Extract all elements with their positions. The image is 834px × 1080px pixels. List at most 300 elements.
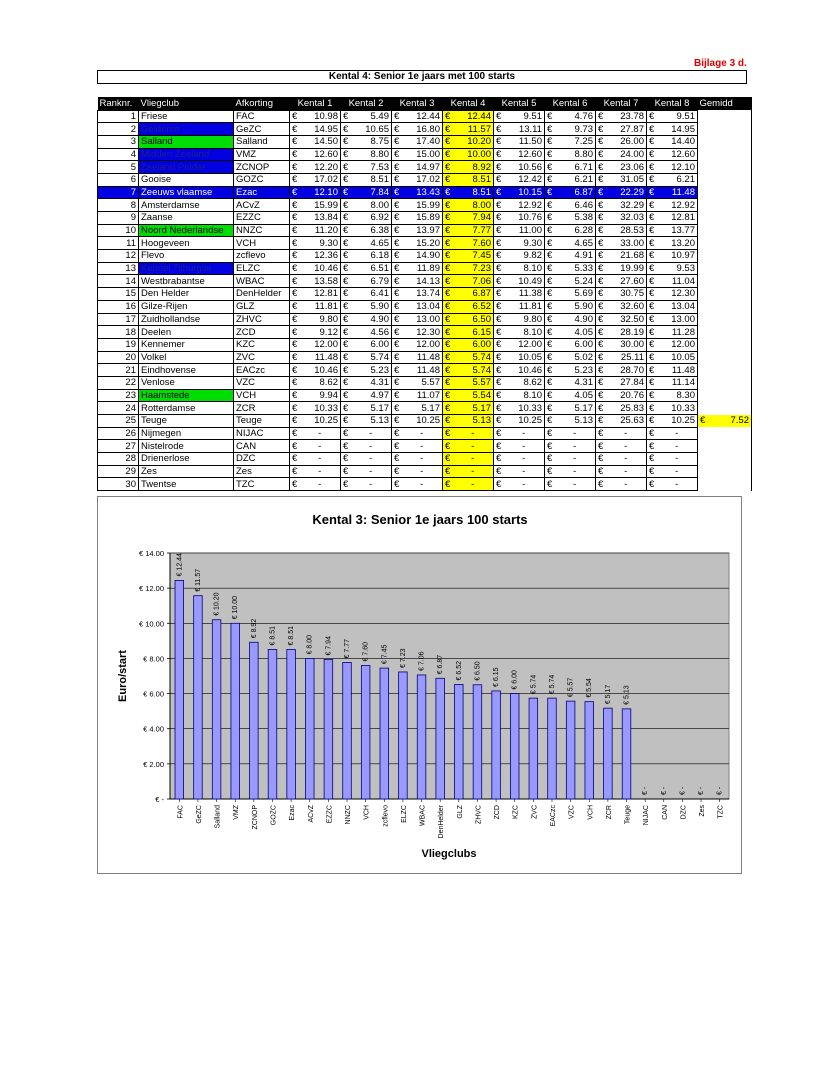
currency-cell: €	[545, 288, 555, 301]
kental-1-cell: 10.33	[300, 402, 341, 415]
currency-cell: €	[392, 110, 402, 123]
currency-cell: €	[545, 326, 555, 339]
kental-5-cell: 9.30	[504, 237, 545, 250]
chart-title: Kental 3: Senior 1e jaars 100 starts	[312, 512, 528, 527]
average-cell	[698, 313, 752, 326]
currency-cell: €	[392, 161, 402, 174]
currency-cell: €	[392, 465, 402, 478]
club-cell: Kennemer	[139, 338, 234, 351]
bar	[399, 672, 408, 799]
currency-cell: €	[596, 415, 606, 428]
currency-cell: €	[596, 402, 606, 415]
average-cell	[698, 376, 752, 389]
kental-6-cell: 5.33	[555, 262, 596, 275]
table-row	[98, 376, 752, 389]
club-cell: Gooise	[139, 173, 234, 186]
currency-cell: €	[290, 262, 300, 275]
table-row	[98, 275, 752, 288]
kental-4-cell: 5.17	[453, 402, 494, 415]
currency-cell: €	[647, 415, 657, 428]
kental-3-cell: 15.89	[402, 212, 443, 225]
table-row	[98, 326, 752, 339]
currency-cell: €	[545, 351, 555, 364]
abbr-cell: NIJAC	[234, 427, 290, 440]
currency-cell: €	[596, 110, 606, 123]
x-tick-label: EACzc	[549, 805, 557, 827]
abbr-cell: DZC	[234, 453, 290, 466]
club-cell: Haamstede	[139, 389, 234, 402]
currency-cell: €	[647, 135, 657, 148]
abbr-cell: CAN	[234, 440, 290, 453]
kental-8-cell: 12.10	[657, 161, 698, 174]
currency-cell: €	[545, 186, 555, 199]
kental-3-cell: -	[402, 478, 443, 491]
currency-cell: €	[290, 275, 300, 288]
average-cell	[698, 186, 752, 199]
kental-5-cell: 12.60	[504, 148, 545, 161]
kental-8-cell: -	[657, 465, 698, 478]
currency-cell: €	[647, 453, 657, 466]
data-label: € 6.52	[455, 660, 463, 681]
abbr-cell: zcflevo	[234, 250, 290, 263]
kental-2-cell: 5.49	[351, 110, 392, 123]
currency-cell: €	[443, 453, 453, 466]
currency-cell: €	[443, 300, 453, 313]
currency-cell: €	[545, 300, 555, 313]
bar	[622, 709, 631, 799]
currency-cell: €	[290, 123, 300, 136]
abbr-cell: NNZC	[234, 224, 290, 237]
club-cell: Twentse	[139, 478, 234, 491]
bar	[492, 691, 501, 799]
currency-cell: €	[443, 326, 453, 339]
table-row	[98, 427, 752, 440]
appendix-label: Bijlage 3 d.	[694, 58, 747, 69]
average-cell	[698, 427, 752, 440]
table-row	[98, 465, 752, 478]
currency-cell: €	[443, 440, 453, 453]
kental-6-cell: -	[555, 427, 596, 440]
x-tick-label: DZC	[680, 805, 688, 820]
kental-5-cell: 8.62	[504, 376, 545, 389]
currency-cell: €	[545, 161, 555, 174]
currency-cell: €	[290, 148, 300, 161]
kental-4-cell: 5.74	[453, 364, 494, 377]
kental-7-cell: 27.60	[606, 275, 647, 288]
bar	[324, 659, 333, 799]
currency-cell: €	[545, 123, 555, 136]
currency-cell: €	[392, 135, 402, 148]
currency-cell: €	[290, 351, 300, 364]
kental-4-cell: -	[453, 427, 494, 440]
kental-6-cell: 9.73	[555, 123, 596, 136]
currency-cell: €	[290, 161, 300, 174]
x-tick-label: VMZ	[233, 805, 241, 820]
currency-cell: €	[290, 110, 300, 123]
table-row	[98, 313, 752, 326]
abbr-cell: Ezac	[234, 186, 290, 199]
currency-cell: €	[392, 364, 402, 377]
currency-cell: €	[443, 338, 453, 351]
data-label: € 5.74	[548, 674, 556, 695]
kental-8-cell: 11.28	[657, 326, 698, 339]
kental-2-cell: 5.23	[351, 364, 392, 377]
rank-cell: 21	[98, 364, 139, 377]
rank-cell: 9	[98, 212, 139, 225]
currency-cell: €	[392, 351, 402, 364]
kental-5-cell: 10.05	[504, 351, 545, 364]
currency-cell: €	[494, 135, 504, 148]
data-label: € 8.00	[306, 634, 314, 655]
kental-5-cell: 8.10	[504, 262, 545, 275]
abbr-cell: GeZC	[234, 123, 290, 136]
currency-cell: €	[392, 262, 402, 275]
kental-8-cell: 12.81	[657, 212, 698, 225]
currency-cell: €	[341, 186, 351, 199]
average-currency: €	[700, 415, 706, 427]
currency-cell: €	[596, 364, 606, 377]
currency-cell: €	[596, 313, 606, 326]
kental-6-cell: 5.90	[555, 300, 596, 313]
kental-2-cell: -	[351, 427, 392, 440]
currency-cell: €	[341, 275, 351, 288]
kental-1-cell: -	[300, 478, 341, 491]
y-tick-label: € 14.00	[138, 549, 164, 558]
currency-cell: €	[494, 389, 504, 402]
club-cell: Hoogeveen	[139, 237, 234, 250]
currency-cell: €	[596, 338, 606, 351]
table-row	[98, 440, 752, 453]
club-cell: Zeeland Polder	[139, 161, 234, 174]
data-label: € 8.92	[250, 618, 258, 639]
kental-4-cell: 6.00	[453, 338, 494, 351]
kental-3-cell: 15.99	[402, 199, 443, 212]
currency-cell: €	[647, 465, 657, 478]
chart-svg	[98, 497, 743, 875]
currency-cell: €	[647, 123, 657, 136]
rank-cell: 22	[98, 376, 139, 389]
currency-cell: €	[545, 427, 555, 440]
kental-5-cell: 13.11	[504, 123, 545, 136]
data-label: € 10.20	[213, 592, 221, 616]
currency-cell: €	[647, 440, 657, 453]
average-cell	[698, 326, 752, 339]
currency-cell: €	[545, 224, 555, 237]
kental-3-cell: 13.97	[402, 224, 443, 237]
kental-8-cell: 10.33	[657, 402, 698, 415]
currency-cell: €	[443, 478, 453, 491]
currency-cell: €	[341, 415, 351, 428]
currency-cell: €	[647, 224, 657, 237]
currency-cell: €	[290, 376, 300, 389]
kental-7-cell: 19.99	[606, 262, 647, 275]
table-row	[98, 250, 752, 263]
average-cell	[698, 402, 752, 415]
currency-cell: €	[392, 440, 402, 453]
rank-cell: 30	[98, 478, 139, 491]
kental-3-cell: 12.44	[402, 110, 443, 123]
data-label: € 5.13	[623, 685, 631, 705]
kental-5-cell: 9.82	[504, 250, 545, 263]
club-cell: Den Helder	[139, 288, 234, 301]
rank-cell: 11	[98, 237, 139, 250]
currency-cell: €	[494, 427, 504, 440]
kental-8-cell: 12.60	[657, 148, 698, 161]
table-row	[98, 199, 752, 212]
average-cell	[698, 338, 752, 351]
kental-8-cell: 10.25	[657, 415, 698, 428]
currency-cell: €	[545, 440, 555, 453]
table-row	[98, 300, 752, 313]
currency-cell: €	[341, 135, 351, 148]
currency-cell: €	[443, 402, 453, 415]
currency-cell: €	[290, 212, 300, 225]
kental-4-cell: 8.92	[453, 161, 494, 174]
kental-5-cell: 11.81	[504, 300, 545, 313]
kental-6-cell: 5.69	[555, 288, 596, 301]
currency-cell: €	[443, 427, 453, 440]
currency-cell: €	[341, 453, 351, 466]
currency-cell: €	[290, 199, 300, 212]
currency-cell: €	[443, 123, 453, 136]
currency-cell: €	[545, 338, 555, 351]
currency-cell: €	[596, 224, 606, 237]
x-tick-label: zcflevo	[382, 805, 390, 827]
currency-cell: €	[392, 186, 402, 199]
x-tick-label: Zes	[699, 805, 707, 817]
kental-3-cell: 13.00	[402, 313, 443, 326]
x-tick-label: ZHVC	[475, 805, 483, 825]
currency-cell: €	[443, 415, 453, 428]
average-cell	[698, 224, 752, 237]
currency-cell: €	[596, 326, 606, 339]
kental-5-cell: 8.10	[504, 326, 545, 339]
currency-cell: €	[545, 237, 555, 250]
kental-1-cell: 12.60	[300, 148, 341, 161]
currency-cell: €	[443, 110, 453, 123]
currency-cell: €	[494, 440, 504, 453]
rank-cell: 13	[98, 262, 139, 275]
table-row	[98, 478, 752, 491]
currency-cell: €	[596, 237, 606, 250]
abbr-cell: Salland	[234, 135, 290, 148]
kental-4-cell: 7.60	[453, 237, 494, 250]
kental-6-cell: 5.38	[555, 212, 596, 225]
kental-2-cell: 6.79	[351, 275, 392, 288]
kental-3-cell: 13.04	[402, 300, 443, 313]
currency-cell: €	[290, 338, 300, 351]
currency-cell: €	[647, 186, 657, 199]
header-abbr: Afkorting	[234, 97, 290, 110]
kental-5-cell: -	[504, 478, 545, 491]
currency-cell: €	[494, 415, 504, 428]
currency-cell: €	[596, 148, 606, 161]
kental-1-cell: 12.36	[300, 250, 341, 263]
data-label: € -	[642, 786, 650, 795]
kental-2-cell: 8.80	[351, 148, 392, 161]
kental-1-cell: -	[300, 453, 341, 466]
currency-cell: €	[647, 173, 657, 186]
x-tick-label: ZVC	[531, 805, 539, 819]
kental-1-cell: 10.25	[300, 415, 341, 428]
club-cell: Gelderse	[139, 123, 234, 136]
kental-3-cell: -	[402, 427, 443, 440]
rank-cell: 29	[98, 465, 139, 478]
kental-8-cell: 11.04	[657, 275, 698, 288]
club-cell: Flevo	[139, 250, 234, 263]
currency-cell: €	[392, 224, 402, 237]
currency-cell: €	[392, 427, 402, 440]
currency-cell: €	[647, 212, 657, 225]
bar	[548, 698, 557, 799]
kental-1-cell: 11.20	[300, 224, 341, 237]
currency-cell: €	[545, 110, 555, 123]
kental-6-cell: 5.17	[555, 402, 596, 415]
abbr-cell: VMZ	[234, 148, 290, 161]
currency-cell: €	[290, 250, 300, 263]
average-cell	[698, 453, 752, 466]
x-tick-label: NNZC	[345, 805, 353, 825]
club-cell: Nijmegen	[139, 427, 234, 440]
currency-cell: €	[290, 224, 300, 237]
kental-6-cell: 4.76	[555, 110, 596, 123]
currency-cell: €	[392, 199, 402, 212]
y-tick-label: € 12.00	[138, 584, 164, 594]
data-label: € 10.00	[232, 595, 240, 620]
kental-4-cell: -	[453, 465, 494, 478]
currency-cell: €	[494, 402, 504, 415]
currency-cell: €	[341, 427, 351, 440]
kental-7-cell: 27.87	[606, 123, 647, 136]
rank-cell: 2	[98, 123, 139, 136]
kental-2-cell: -	[351, 440, 392, 453]
currency-cell: €	[596, 173, 606, 186]
currency-cell: €	[494, 364, 504, 377]
currency-cell: €	[341, 148, 351, 161]
kental-6-cell: 6.28	[555, 224, 596, 237]
currency-cell: €	[341, 250, 351, 263]
x-tick-label: CAN	[661, 805, 669, 820]
kental-6-cell: 4.90	[555, 313, 596, 326]
currency-cell: €	[443, 186, 453, 199]
currency-cell: €	[545, 376, 555, 389]
club-cell: Nistelrode	[139, 440, 234, 453]
currency-cell: €	[545, 465, 555, 478]
bar	[361, 665, 370, 799]
rank-cell: 6	[98, 173, 139, 186]
bar	[287, 649, 296, 799]
kental-7-cell: 28.53	[606, 224, 647, 237]
kental-4-cell: 8.51	[453, 186, 494, 199]
club-cell: Friese	[139, 110, 234, 123]
kental-5-cell: 12.00	[504, 338, 545, 351]
kental-3-cell: 13.74	[402, 288, 443, 301]
kental-2-cell: 6.38	[351, 224, 392, 237]
abbr-cell: GOZC	[234, 173, 290, 186]
average-cell	[698, 123, 752, 136]
data-label: € 8.51	[269, 625, 277, 646]
kental-7-cell: 23.06	[606, 161, 647, 174]
average-cell	[698, 275, 752, 288]
average-cell	[698, 288, 752, 301]
kental-6-cell: -	[555, 440, 596, 453]
kental-2-cell: 8.75	[351, 135, 392, 148]
kental-2-cell: 6.00	[351, 338, 392, 351]
table-row	[98, 453, 752, 466]
currency-cell: €	[443, 224, 453, 237]
average-cell	[698, 212, 752, 225]
currency-cell: €	[443, 135, 453, 148]
currency-cell: €	[494, 123, 504, 136]
kental-7-cell: 23.78	[606, 110, 647, 123]
currency-cell: €	[647, 351, 657, 364]
rank-cell: 12	[98, 250, 139, 263]
currency-cell: €	[647, 199, 657, 212]
currency-cell: €	[596, 262, 606, 275]
header-kental-2: Kental 2	[341, 97, 392, 110]
kental-7-cell: -	[606, 440, 647, 453]
kental-1-cell: 13.58	[300, 275, 341, 288]
x-tick-label: KZC	[512, 805, 520, 819]
kental-3-cell: 11.48	[402, 364, 443, 377]
kental-4-cell: 6.15	[453, 326, 494, 339]
kental-6-cell: 5.13	[555, 415, 596, 428]
kental-2-cell: 4.31	[351, 376, 392, 389]
average-cell	[698, 135, 752, 148]
club-cell: Deelen	[139, 326, 234, 339]
kental-7-cell: 33.00	[606, 237, 647, 250]
x-axis-label: Vliegclubs	[421, 848, 477, 860]
average-cell	[698, 364, 752, 377]
abbr-cell: ZHVC	[234, 313, 290, 326]
kental-7-cell: 30.00	[606, 338, 647, 351]
currency-cell: €	[443, 148, 453, 161]
kental-5-cell: -	[504, 440, 545, 453]
currency-cell: €	[341, 288, 351, 301]
x-tick-label: ZCNOP	[251, 805, 259, 830]
kental-7-cell: 25.11	[606, 351, 647, 364]
currency-cell: €	[341, 376, 351, 389]
currency-cell: €	[545, 148, 555, 161]
kental-3-cell: 13.43	[402, 186, 443, 199]
currency-cell: €	[443, 275, 453, 288]
kental-8-cell: 13.00	[657, 313, 698, 326]
kental-2-cell: 7.84	[351, 186, 392, 199]
currency-cell: €	[494, 250, 504, 263]
currency-cell: €	[341, 402, 351, 415]
rank-cell: 10	[98, 224, 139, 237]
data-label: € 6.15	[493, 667, 501, 687]
kental-3-cell: 11.89	[402, 262, 443, 275]
data-label: € 5.17	[604, 684, 612, 705]
currency-cell: €	[494, 224, 504, 237]
currency-cell: €	[290, 402, 300, 415]
kental-3-cell: 12.00	[402, 338, 443, 351]
currency-cell: €	[341, 478, 351, 491]
bar	[175, 580, 184, 799]
kental-6-cell: 4.31	[555, 376, 596, 389]
bar	[529, 698, 538, 799]
currency-cell: €	[647, 478, 657, 491]
currency-cell: €	[647, 250, 657, 263]
currency-cell: €	[494, 376, 504, 389]
table-row	[98, 135, 752, 148]
currency-cell: €	[494, 199, 504, 212]
currency-cell: €	[290, 135, 300, 148]
currency-cell: €	[545, 415, 555, 428]
table-row	[98, 161, 752, 174]
kental-3-cell: 5.17	[402, 402, 443, 415]
